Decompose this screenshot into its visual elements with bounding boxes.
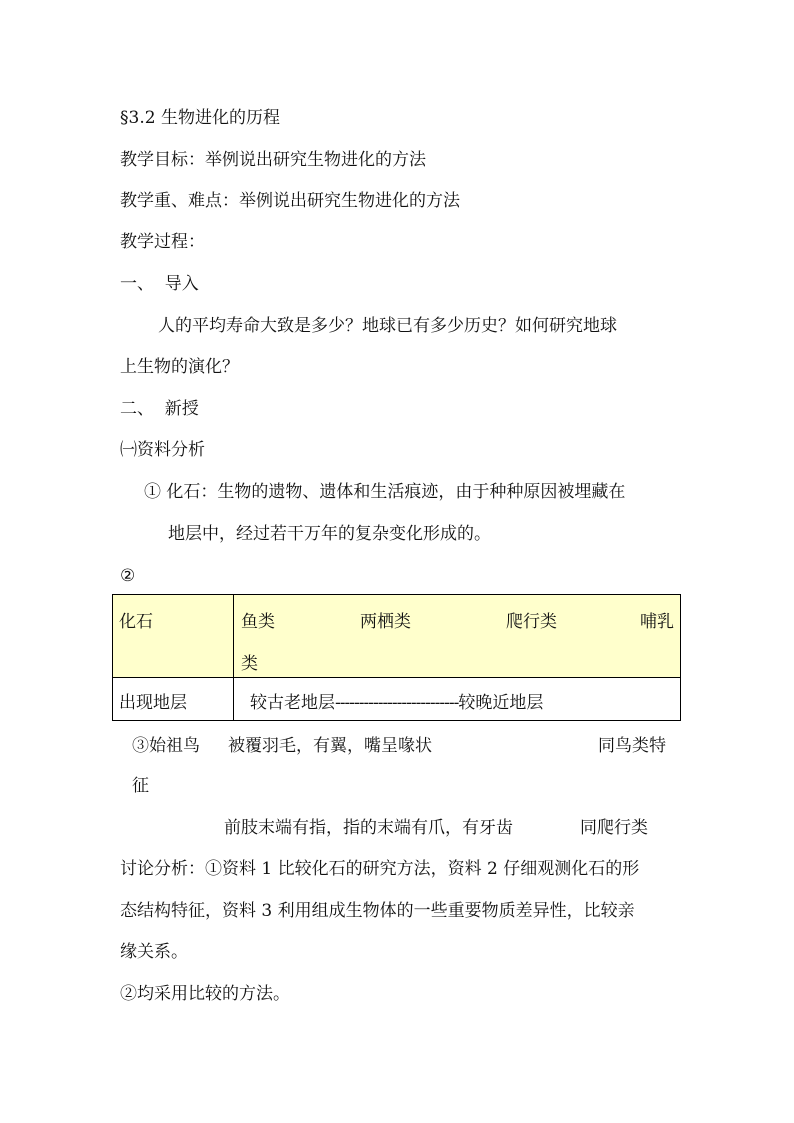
older-strata-label: 较古老地层 (250, 693, 335, 713)
section-new-teaching-heading: 二、 新授 (120, 399, 199, 419)
discussion-line2: 态结构特征，资料 3 利用组成生物体的一些重要物质差异性，比较亲 (120, 901, 635, 921)
newer-strata-label: 较晚近地层 (458, 693, 544, 713)
key-difficult-points: 教学重、难点：举例说出研究生物进化的方法 (120, 191, 460, 211)
same-as-reptiles: 同爬行类 (580, 818, 648, 838)
same-as-birds-part1: 同鸟类特 (598, 736, 666, 756)
fossil-header-label: 化石 (119, 612, 153, 632)
fossil-definition-line2: 地层中，经过若干万年的复杂变化形成的。 (168, 524, 491, 544)
fossil-header-cell (113, 595, 234, 678)
mammal-label-part2: 类 (241, 654, 258, 674)
intro-paragraph-line2: 上生物的演化？ (120, 357, 239, 377)
strata-header-cell (113, 678, 234, 721)
archaeopteryx-reptile-traits: 前肢末端有指，指的末端有爪，有牙齿 (224, 818, 513, 838)
fossil-strata-table (112, 594, 681, 721)
strata-range-cell (234, 678, 681, 721)
mammal-label-part1: 哺乳 (640, 612, 674, 632)
fish-label: 鱼类 (241, 612, 275, 632)
section-intro-heading: 一、 导入 (120, 274, 199, 294)
material-analysis-heading: ㈠资料分析 (120, 440, 205, 460)
item-2-marker: ② (120, 566, 136, 586)
discussion-line1: 讨论分析：①资料 1 比较化石的研究方法，资料 2 仔细观测化石的形 (120, 859, 640, 879)
lesson-title: §3.2 生物进化的历程 (120, 108, 280, 128)
fossil-types-cell (234, 595, 681, 678)
strata-header-label: 出现地层 (119, 693, 187, 713)
archaeopteryx-label: ③始祖鸟 (132, 736, 200, 756)
reptile-label: 爬行类 (506, 612, 557, 632)
intro-paragraph-line1: 人的平均寿命大致是多少？地球已有多少历史？如何研究地球 (158, 316, 617, 336)
teaching-objective: 教学目标：举例说出研究生物进化的方法 (120, 150, 426, 170)
table-row (113, 678, 681, 721)
discussion-line3: 缘关系。 (120, 942, 188, 962)
teaching-process-heading: 教学过程： (120, 232, 205, 252)
fossil-definition-line1: ① 化石：生物的遗物、遗体和生活痕迹，由于种种原因被埋藏在 (144, 482, 626, 502)
conclusion: ②均采用比较的方法。 (120, 984, 290, 1004)
table-row (113, 595, 681, 678)
same-as-birds-part2: 征 (132, 776, 149, 796)
amphibian-label: 两栖类 (360, 612, 411, 632)
strata-dash-line: -------------------------- (335, 693, 459, 713)
archaeopteryx-bird-traits: 被覆羽毛，有翼，嘴呈喙状 (228, 736, 432, 756)
